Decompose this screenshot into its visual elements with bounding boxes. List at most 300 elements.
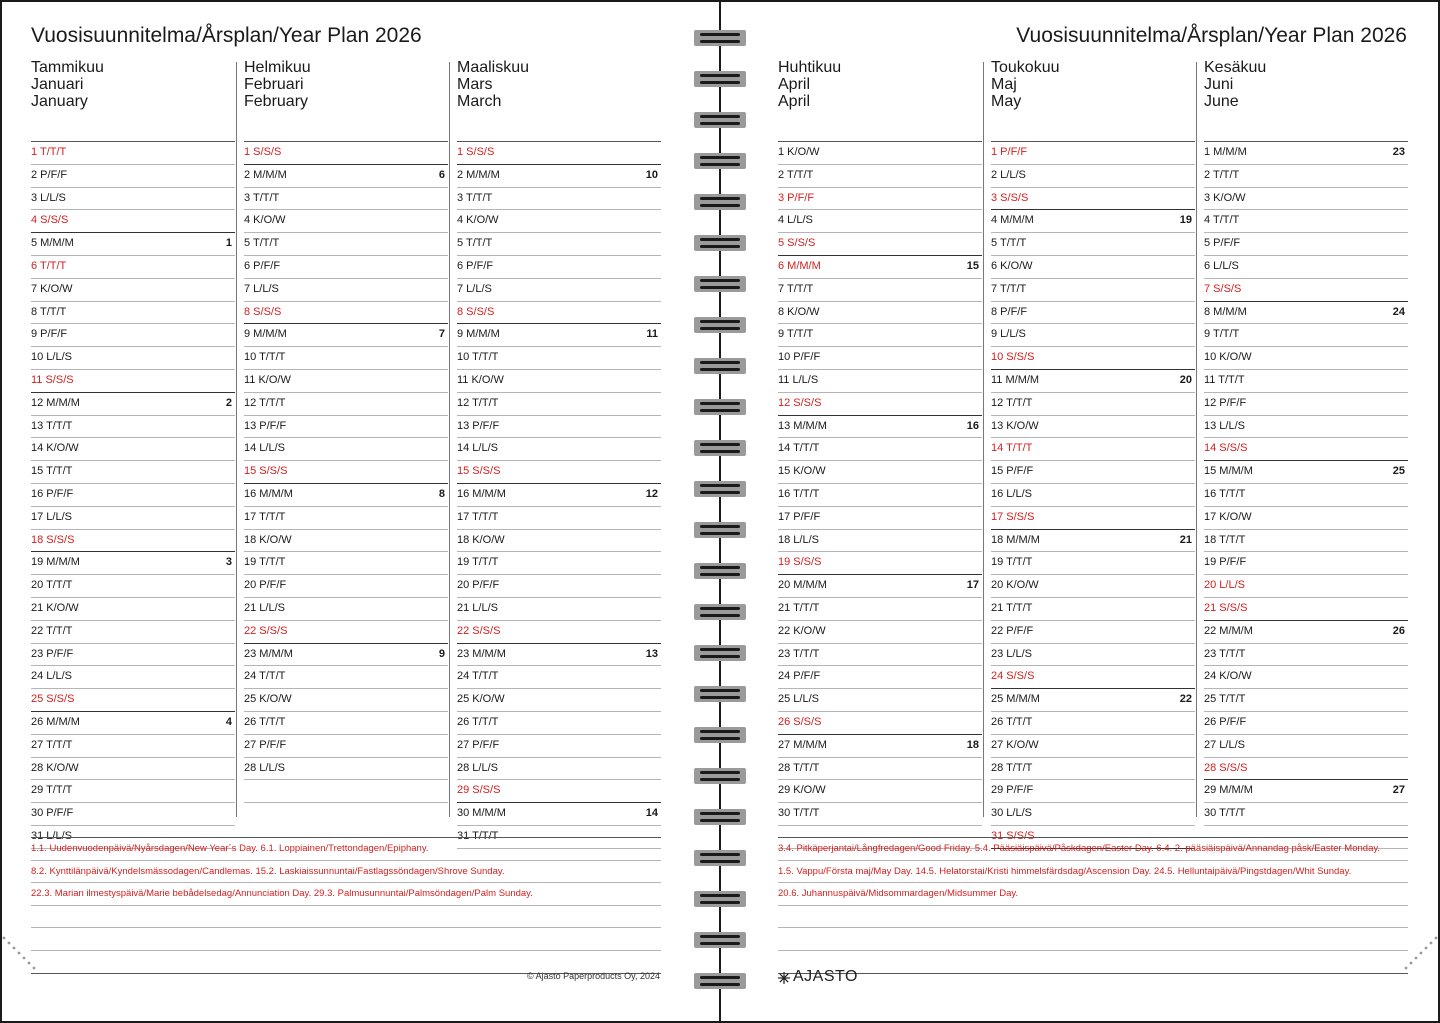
binding-ring [694, 358, 746, 374]
day-label: 5 T/T/T [244, 237, 280, 250]
day-row [31, 256, 235, 279]
day-label: 30 M/M/M [457, 807, 506, 820]
day-label: 26 T/T/T [991, 715, 1033, 728]
month-name-sv: April [778, 76, 811, 93]
day-row [31, 142, 235, 165]
day-label: 25 L/L/S [778, 693, 819, 706]
day-label: 24 K/O/W [1204, 670, 1252, 683]
day-row [991, 188, 1195, 211]
day-label: 14 T/T/T [991, 442, 1033, 455]
binding-ring [694, 71, 746, 87]
day-label: 7 T/T/T [991, 282, 1027, 295]
day-label: 6 L/L/S [1204, 259, 1239, 272]
note-line [778, 951, 1408, 974]
day-row [778, 165, 982, 188]
day-label: 21 K/O/W [31, 601, 79, 614]
day-row [244, 689, 448, 712]
day-row [457, 188, 661, 211]
day-row [991, 233, 1195, 256]
week-number: 25 [1392, 465, 1405, 478]
binding-ring [694, 522, 746, 538]
note-line: 1.1. Uudenvuodenpäivä/Nyårsdagen/New Year´s Day. 6.1. Loppiainen/Trettondagen/Epiphany. [31, 838, 661, 861]
month-name-sv: Januari [31, 76, 84, 93]
day-row [991, 530, 1195, 553]
binding-ring [694, 235, 746, 251]
day-row [31, 393, 235, 416]
day-label: 26 S/S/S [778, 715, 822, 728]
day-label: 16 T/T/T [1204, 487, 1246, 500]
week-number: 16 [966, 419, 979, 432]
day-label: 17 L/L/S [31, 510, 72, 523]
day-row [991, 689, 1195, 712]
day-label: 8 S/S/S [457, 305, 495, 318]
day-label: 5 P/F/F [1204, 237, 1241, 250]
month-name-fi: Huhtikuu [778, 59, 842, 76]
month-name-sv: Februari [244, 76, 304, 93]
day-row [778, 666, 982, 689]
day-label: 15 P/F/F [991, 465, 1034, 478]
month-header [1204, 59, 1408, 142]
day-label: 21 S/S/S [1204, 601, 1248, 614]
day-row [778, 484, 982, 507]
day-row [244, 347, 448, 370]
note-line: 20.6. Juhannuspäivä/Midsommardagen/Midsummer Day. [778, 883, 1408, 906]
day-label: 15 M/M/M [1204, 465, 1253, 478]
day-label: 29 P/F/F [991, 784, 1034, 797]
day-label: 27 L/L/S [1204, 738, 1245, 751]
day-label: 16 P/F/F [31, 487, 74, 500]
day-label: 4 S/S/S [31, 214, 69, 227]
month-name-fi: Tammikuu [31, 59, 104, 76]
day-row [1204, 393, 1408, 416]
day-label: 2 L/L/S [991, 168, 1026, 181]
day-row [778, 621, 982, 644]
note-line: 8.2. Kynttilänpäivä/Kyndelsmässodagen/Candlemas. 15.2. Laskiaissunnuntai/Fastlagssöndagen/Shrove Sunday. [31, 861, 661, 884]
week-number: 23 [1392, 146, 1405, 158]
day-row [1204, 530, 1408, 553]
day-row [991, 165, 1195, 188]
day-row [457, 530, 661, 553]
day-label: 23 T/T/T [778, 647, 820, 660]
week-number: 26 [1392, 624, 1405, 637]
column-divider [1196, 62, 1197, 817]
day-row [991, 644, 1195, 667]
day-row [244, 484, 448, 507]
month-column [457, 59, 661, 842]
binding-ring [694, 30, 746, 46]
day-row [991, 279, 1195, 302]
day-label: 5 M/M/M [31, 237, 74, 250]
day-label: 24 T/T/T [457, 670, 499, 683]
day-row [778, 530, 982, 553]
day-label: 31 T/T/T [457, 829, 499, 842]
month-name-sv: Maj [991, 76, 1017, 93]
day-label: 17 T/T/T [244, 510, 286, 523]
day-label: 26 T/T/T [244, 715, 286, 728]
day-label: 3 K/O/W [1204, 191, 1246, 204]
week-number: 20 [1179, 373, 1192, 386]
day-row [244, 438, 448, 461]
binding-ring [694, 973, 746, 989]
day-row [244, 279, 448, 302]
day-label: 19 S/S/S [778, 556, 822, 569]
day-label: 5 S/S/S [778, 237, 816, 250]
day-label: 18 M/M/M [991, 533, 1040, 546]
day-row [778, 347, 982, 370]
day-row [457, 780, 661, 803]
day-row [1204, 644, 1408, 667]
day-row [457, 324, 661, 347]
week-number: 15 [966, 259, 979, 272]
day-row [1204, 347, 1408, 370]
month-header [457, 59, 661, 142]
day-label: 7 L/L/S [244, 282, 279, 295]
month-name-fi: Maaliskuu [457, 59, 530, 76]
day-row [778, 803, 982, 826]
day-label: 3 P/F/F [778, 191, 815, 204]
day-row [778, 416, 982, 439]
day-row [778, 324, 982, 347]
day-label: 2 M/M/M [457, 168, 500, 181]
week-number: 10 [645, 168, 658, 181]
day-row [1204, 416, 1408, 439]
binding-ring [694, 481, 746, 497]
day-row [991, 575, 1195, 598]
day-row [991, 256, 1195, 279]
day-row [1204, 803, 1408, 826]
day-label: 26 P/F/F [1204, 715, 1247, 728]
week-number: 17 [966, 579, 979, 592]
day-label: 23 L/L/S [991, 647, 1032, 660]
day-row [31, 530, 235, 553]
day-label: 5 T/T/T [457, 237, 493, 250]
day-label: 10 S/S/S [991, 351, 1035, 364]
binding-ring [694, 850, 746, 866]
day-row [778, 507, 982, 530]
day-row [457, 142, 661, 165]
day-row [1204, 438, 1408, 461]
month-header [991, 59, 1195, 142]
day-label: 15 S/S/S [457, 465, 501, 478]
day-row [457, 507, 661, 530]
day-row [1204, 142, 1408, 165]
day-label: 12 T/T/T [244, 396, 286, 409]
day-label: 29 S/S/S [457, 784, 501, 797]
day-row [244, 370, 448, 393]
day-row [457, 210, 661, 233]
day-label: 3 S/S/S [991, 191, 1029, 204]
day-row [31, 803, 235, 826]
day-row [1204, 324, 1408, 347]
day-label: 24 L/L/S [31, 670, 72, 683]
day-row [778, 575, 982, 598]
day-row [991, 735, 1195, 758]
day-label: 6 T/T/T [31, 259, 67, 272]
day-row [778, 552, 982, 575]
day-row [457, 689, 661, 712]
day-label: 23 M/M/M [457, 647, 506, 660]
day-label: 9 T/T/T [778, 328, 814, 341]
month-column [31, 59, 235, 842]
month-name-sv: Juni [1204, 76, 1234, 93]
week-number: 22 [1179, 693, 1192, 706]
day-row [31, 644, 235, 667]
day-row [457, 256, 661, 279]
day-label: 17 P/F/F [778, 510, 821, 523]
day-row [457, 393, 661, 416]
corner-perforation-left [0, 930, 60, 990]
day-row [244, 210, 448, 233]
day-label: 24 P/F/F [778, 670, 821, 683]
day-row [1204, 461, 1408, 484]
day-row [244, 188, 448, 211]
week-number: 13 [645, 647, 658, 660]
day-label: 27 M/M/M [778, 738, 827, 751]
day-label: 6 P/F/F [457, 259, 494, 272]
day-row [457, 484, 661, 507]
day-row [31, 416, 235, 439]
corner-perforation-right [1380, 930, 1440, 990]
month-header [778, 59, 982, 142]
day-label: 14 K/O/W [31, 442, 79, 455]
day-label: 10 L/L/S [31, 351, 72, 364]
day-label: 16 T/T/T [778, 487, 820, 500]
day-label: 22 S/S/S [457, 624, 501, 637]
day-label: 8 S/S/S [244, 305, 282, 318]
day-label: 16 L/L/S [991, 487, 1032, 500]
day-label: 9 T/T/T [1204, 328, 1240, 341]
day-row [991, 780, 1195, 803]
day-row [991, 438, 1195, 461]
day-label: 25 M/M/M [991, 693, 1040, 706]
day-label: 13 P/F/F [457, 419, 500, 432]
binding-ring [694, 317, 746, 333]
day-row [244, 598, 448, 621]
day-label: 26 T/T/T [457, 715, 499, 728]
week-number: 21 [1179, 533, 1192, 546]
day-row [457, 416, 661, 439]
binding-ring [694, 809, 746, 825]
copyright-text: © Ajasto Paperproducts Oy, 2024 [526, 971, 660, 981]
month-header [31, 59, 235, 142]
day-row [31, 689, 235, 712]
month-name-en: June [1204, 93, 1239, 110]
month-name-en: February [244, 93, 309, 110]
note-line [778, 928, 1408, 951]
day-row [31, 438, 235, 461]
day-label: 20 K/O/W [991, 579, 1039, 592]
day-label: 7 S/S/S [1204, 282, 1242, 295]
day-row [1204, 484, 1408, 507]
day-label: 3 L/L/S [31, 191, 66, 204]
note-line: 1.5. Vappu/Första maj/May Day. 14.5. Helatorstai/Kristi himmelsfärdsdag/Ascension Day. 24.5. Helluntaipäivä/Pingstdagen/Whit Sunday. [778, 861, 1408, 884]
day-row [1204, 256, 1408, 279]
month-column [244, 59, 448, 817]
day-row [991, 393, 1195, 416]
week-number: 3 [225, 556, 232, 569]
day-label: 20 M/M/M [778, 579, 827, 592]
day-row [1204, 735, 1408, 758]
day-label: 6 K/O/W [991, 259, 1033, 272]
day-label: 29 K/O/W [778, 784, 826, 797]
day-label: 1 P/F/F [991, 146, 1028, 158]
day-label: 14 T/T/T [778, 442, 820, 455]
day-label: 15 T/T/T [31, 465, 73, 478]
day-row [1204, 598, 1408, 621]
day-label: 23 T/T/T [1204, 647, 1246, 660]
day-label: 18 L/L/S [778, 533, 819, 546]
week-number: 12 [645, 487, 658, 500]
binding-ring [694, 112, 746, 128]
month-name-en: April [778, 93, 811, 110]
day-label: 23 M/M/M [244, 647, 293, 660]
day-row [31, 712, 235, 735]
day-label: 20 L/L/S [1204, 579, 1245, 592]
day-row [1204, 552, 1408, 575]
day-row [1204, 233, 1408, 256]
binding-ring [694, 768, 746, 784]
column-divider [983, 62, 984, 817]
day-row [1204, 302, 1408, 325]
week-number: 2 [225, 396, 232, 409]
binding-ring [694, 440, 746, 456]
day-row [31, 279, 235, 302]
day-row [991, 210, 1195, 233]
day-label: 14 L/L/S [244, 442, 285, 455]
week-number: 19 [1179, 214, 1192, 227]
month-name-sv: Mars [457, 76, 493, 93]
day-row [457, 758, 661, 781]
day-label: 25 K/O/W [244, 693, 292, 706]
day-row [991, 507, 1195, 530]
day-row [244, 302, 448, 325]
day-row [1204, 689, 1408, 712]
week-number: 9 [438, 647, 445, 660]
day-row [31, 735, 235, 758]
week-number: 7 [438, 328, 445, 341]
day-label: 8 K/O/W [778, 305, 820, 318]
week-number: 8 [438, 487, 445, 500]
day-label: 22 S/S/S [244, 624, 288, 637]
day-row [31, 347, 235, 370]
day-row [31, 507, 235, 530]
day-row [31, 165, 235, 188]
month-column [991, 59, 1195, 842]
day-row [991, 666, 1195, 689]
day-label: 20 P/F/F [457, 579, 500, 592]
day-label: 2 M/M/M [244, 168, 287, 181]
day-row [778, 461, 982, 484]
week-number: 1 [225, 237, 232, 250]
day-label: 19 P/F/F [1204, 556, 1247, 569]
day-label: 29 M/M/M [1204, 784, 1253, 797]
day-label: 4 K/O/W [457, 214, 499, 227]
day-label: 18 K/O/W [244, 533, 292, 546]
day-label: 27 P/F/F [457, 738, 500, 751]
day-row [778, 438, 982, 461]
day-row [457, 735, 661, 758]
day-row [991, 484, 1195, 507]
day-row [31, 188, 235, 211]
day-label: 2 T/T/T [778, 168, 814, 181]
day-label: 12 P/F/F [1204, 396, 1247, 409]
week-number: 4 [225, 715, 232, 728]
day-row [1204, 575, 1408, 598]
day-label: 28 S/S/S [1204, 761, 1248, 774]
day-label: 22 K/O/W [778, 624, 826, 637]
day-label: 8 T/T/T [31, 305, 67, 318]
column-divider [236, 62, 237, 817]
day-label: 15 K/O/W [778, 465, 826, 478]
binding-ring [694, 686, 746, 702]
day-row [1204, 621, 1408, 644]
day-label: 27 K/O/W [991, 738, 1039, 751]
day-row [991, 302, 1195, 325]
day-row [244, 735, 448, 758]
day-label: 30 T/T/T [778, 807, 820, 820]
day-label: 7 K/O/W [31, 282, 73, 295]
day-row [244, 393, 448, 416]
day-label: 9 M/M/M [457, 328, 500, 341]
day-row [991, 598, 1195, 621]
day-label: 30 P/F/F [31, 807, 74, 820]
day-label: 4 K/O/W [244, 214, 286, 227]
day-row [991, 758, 1195, 781]
day-row [991, 142, 1195, 165]
day-row [31, 598, 235, 621]
day-row [991, 416, 1195, 439]
day-row [457, 644, 661, 667]
month-name-fi: Toukokuu [991, 59, 1060, 76]
month-name-en: March [457, 93, 502, 110]
day-label: 16 M/M/M [457, 487, 506, 500]
day-row [244, 530, 448, 553]
day-label: 13 M/M/M [778, 419, 827, 432]
note-line: 3.4. Pitkäperjantai/Långfredagen/Good Friday. 5.4. Pääsiäispäivä/Påskdagen/Easter Day. 6.4. 2. pääsiäispäivä/Annandag påsk/Easter Monday. [778, 838, 1408, 861]
day-label: 28 L/L/S [244, 761, 285, 774]
day-row [31, 461, 235, 484]
day-label: 6 P/F/F [244, 259, 281, 272]
binding-ring [694, 604, 746, 620]
day-row [1204, 210, 1408, 233]
week-number: 14 [645, 807, 658, 820]
day-label: 22 M/M/M [1204, 624, 1253, 637]
month-header [244, 59, 448, 142]
day-label: 10 P/F/F [778, 351, 821, 364]
day-label: 15 S/S/S [244, 465, 288, 478]
day-label: 10 T/T/T [457, 351, 499, 364]
column-divider [449, 62, 450, 817]
day-row [457, 347, 661, 370]
day-row [778, 302, 982, 325]
day-label: 5 T/T/T [991, 237, 1027, 250]
day-row [244, 621, 448, 644]
day-label: 8 P/F/F [991, 305, 1028, 318]
day-label: 13 K/O/W [991, 419, 1039, 432]
day-label: 22 P/F/F [991, 624, 1034, 637]
day-label: 27 P/F/F [244, 738, 287, 751]
day-label: 14 L/L/S [457, 442, 498, 455]
day-row [31, 484, 235, 507]
day-label: 2 T/T/T [1204, 168, 1240, 181]
day-label: 12 S/S/S [778, 396, 822, 409]
day-row [991, 803, 1195, 826]
day-row [778, 712, 982, 735]
day-row [31, 233, 235, 256]
day-row [457, 302, 661, 325]
day-row [244, 142, 448, 165]
day-row [778, 279, 982, 302]
